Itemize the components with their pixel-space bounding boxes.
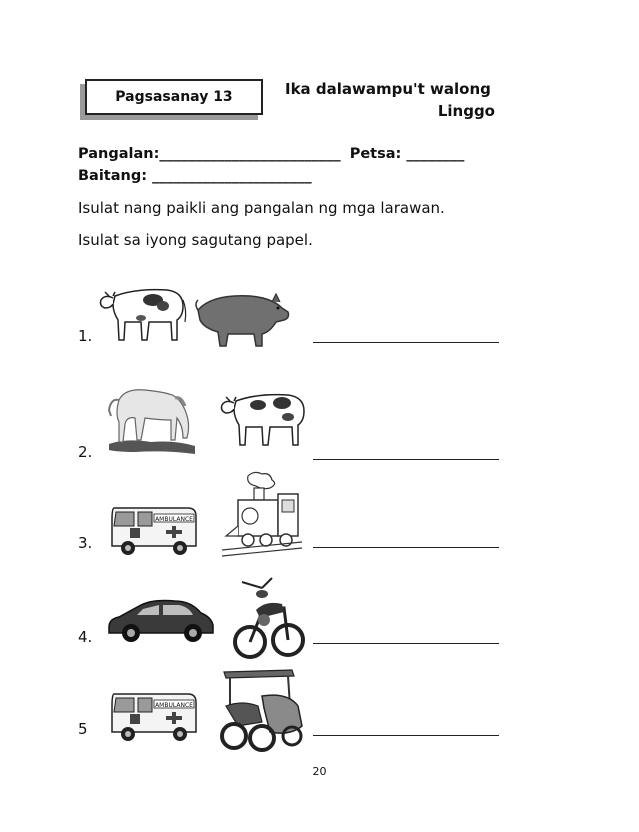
cow-picture-2 [218, 385, 310, 449]
week-title [285, 78, 495, 122]
answer-line-4[interactable] [313, 643, 499, 644]
grade-field[interactable]: Baitang: ______________________ [78, 168, 312, 184]
week-title-line1: Ika dalawampu't walong [285, 80, 491, 98]
item-number-4: 4. [78, 628, 93, 646]
answer-line-2[interactable] [313, 459, 499, 460]
car-picture [105, 595, 217, 645]
week-title-line2: Linggo [437, 102, 495, 120]
ambulance-picture-2 [108, 686, 202, 744]
answer-line-1[interactable] [313, 342, 499, 343]
exercise-badge: Pagsasanay 13 [85, 79, 263, 115]
tricycle-picture [218, 666, 308, 754]
ambulance-label-2: AMBULANCE [155, 702, 193, 709]
name-field[interactable]: Pangalan:_________________________ [78, 146, 341, 162]
answer-line-3[interactable] [313, 547, 499, 548]
pig-picture [192, 288, 292, 350]
date-field[interactable]: Petsa: ________ [349, 146, 465, 162]
ambulance-label: AMBULANCE [155, 516, 193, 523]
page-number: 20 [312, 765, 327, 778]
instruction-line-2: Isulat sa iyong sagutang papel. [78, 231, 313, 249]
student-fields [78, 143, 464, 187]
cow-picture [97, 280, 189, 344]
motorcycle-picture [232, 572, 306, 662]
train-picture [218, 470, 304, 562]
item-number-3: 3. [78, 534, 93, 552]
item-number-1: 1. [78, 327, 93, 345]
answer-line-5[interactable] [313, 735, 499, 736]
item-number-5: 5 [78, 720, 88, 738]
horse-picture [105, 380, 197, 462]
item-number-2: 2. [78, 443, 93, 461]
ambulance-picture [108, 500, 202, 558]
instruction-line-1: Isulat nang paikli ang pangalan ng mga larawan. [78, 199, 445, 217]
